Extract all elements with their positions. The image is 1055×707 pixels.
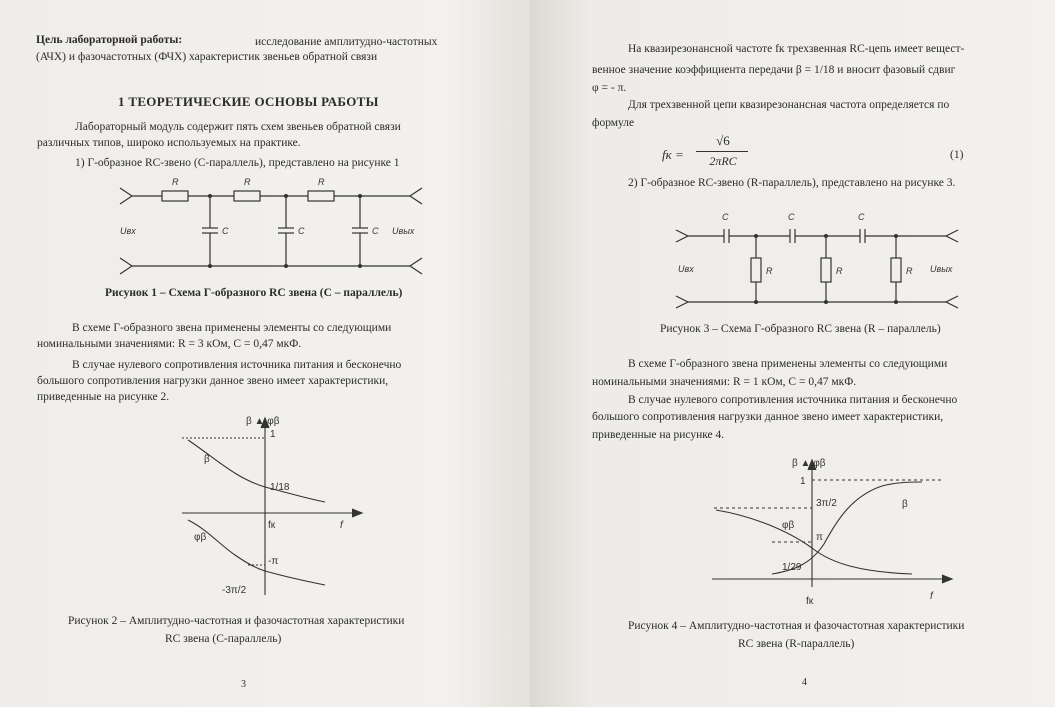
para3-line2: большого сопротивления нагрузки данное звено имеет характеристики, [37, 375, 389, 387]
p1-line2: венное значение коэффициента передачи β = 1/18 и вносит фазовый сдвиг [592, 64, 956, 76]
c3-label-r1: R [766, 266, 773, 276]
g2-fk: fк [268, 520, 276, 531]
c1-label-r3: R [318, 177, 325, 187]
c1-output-label: Uвых [392, 226, 415, 236]
aim-label: Цель лабораторной работы: [36, 34, 183, 46]
g4-beta: β [902, 499, 908, 510]
para1-line1: Лабораторный модуль содержит пять схем звеньев обратной связи [75, 121, 401, 133]
graph-fig4 [712, 452, 957, 612]
p4-line3: приведенные на рисунке 4. [592, 429, 725, 441]
g2-minus-pi: -π [268, 556, 279, 567]
fig2-caption-line1: Рисунок 2 – Амплитудно-частотная и фазочастотная характеристики [68, 615, 405, 627]
para3-line3: приведенные на рисунке 2. [37, 391, 170, 403]
g4-three-pi2: 3π/2 [816, 498, 837, 509]
fig3-caption: Рисунок 3 – Схема Г-образного RC звена (R – параллель) [660, 323, 941, 335]
formula-numerator: √6 [716, 133, 730, 148]
formula-lhs: fк = [662, 147, 684, 162]
graph-fig2 [180, 410, 370, 600]
aim-text-line2: (АЧХ) и фазочастотных (ФЧХ) характеристик звеньев обратной связи [36, 51, 378, 63]
fig2-caption-line2: RC звена (С-параллель) [165, 633, 282, 645]
para2-line2: номинальными значениями: R = 3 кОм, С = 0,47 мкФ. [37, 338, 302, 350]
p4-line1: В случае нулевого сопротивления источника питания и бесконечно [628, 394, 958, 406]
p3-line1: В схеме Г-образного звена применены элементы со следующими [628, 358, 948, 370]
fig4-caption-line1: Рисунок 4 – Амплитудно-частотная и фазочастотная характеристики [628, 620, 965, 632]
p2-line1: Для трехзвенной цепи квазирезонансная частота определяется по [628, 99, 950, 111]
p1-line3: φ = - π. [592, 82, 627, 94]
g4-pi: π [816, 532, 823, 543]
g4-one: 1 [800, 476, 806, 487]
g2-phi: φβ [194, 532, 207, 543]
item1-text: 1) Г-образное RC-звено (С-параллель), представлено на рисунке 1 [75, 157, 400, 169]
c3-label-c2: C [788, 212, 795, 222]
right-page [530, 0, 1055, 707]
g2-f: f [340, 520, 343, 531]
circuit-c-parallel [110, 172, 430, 277]
g4-y-axis: β ▲ φβ [792, 458, 826, 469]
c1-label-r1: R [172, 177, 179, 187]
fig4-caption-line2: RC звена (R-параллель) [738, 638, 855, 650]
circuit-r-parallel [668, 202, 968, 310]
p1-line1: На квазирезонансной частоте fк трехзвенная RC-цепь имеет вещест- [628, 43, 965, 55]
formula-bar [696, 151, 748, 152]
g2-y-axis: β ▲ φβ [246, 416, 280, 427]
c1-label-c3: C [372, 226, 379, 236]
c1-label-c1: C [222, 226, 229, 236]
c1-label-c2: C [298, 226, 305, 236]
para1-line2: различных типов, широко используемых на практике. [37, 137, 301, 149]
g2-minus-3pi2: -3π/2 [222, 585, 247, 596]
g2-one: 1 [270, 429, 276, 440]
section-title: 1 ТЕОРЕТИЧЕСКИЕ ОСНОВЫ РАБОТЫ [118, 94, 379, 109]
c3-label-c3: C [858, 212, 865, 222]
right-page-number: 4 [802, 677, 807, 688]
c3-input-label: Uвх [678, 264, 694, 274]
p3-line2: номинальными значениями: R = 1 кОм, С = 0,47 мкФ. [592, 376, 857, 388]
c3-output-label: Uвых [930, 264, 953, 274]
g4-f: f [930, 591, 933, 602]
item2-text: 2) Г-образное RC-звено (R-параллель), представлено на рисунке 3. [628, 177, 956, 189]
formula-denominator: 2πRC [709, 154, 737, 168]
formula-number: (1) [950, 149, 964, 161]
left-page-number: 3 [241, 679, 246, 690]
c1-input-label: Uвх [120, 226, 136, 236]
g2-f18: 1/18 [270, 482, 290, 493]
g4-fk: fк [806, 596, 814, 607]
para2-line1: В схеме Г-образного звена применены элементы со следующими [72, 322, 392, 334]
g4-f29: 1/29 [782, 562, 802, 573]
c1-label-r2: R [244, 177, 251, 187]
aim-text-line1: исследование амплитудно-частотных [255, 36, 438, 48]
p4-line2: большого сопротивления нагрузки данное звено имеет характеристики, [592, 411, 944, 423]
g4-phi: φβ [782, 520, 795, 531]
para3-line1: В случае нулевого сопротивления источника питания и бесконечно [72, 359, 402, 371]
c3-label-r3: R [906, 266, 913, 276]
c3-label-c1: C [722, 212, 729, 222]
c3-label-r2: R [836, 266, 843, 276]
p2-line2: формуле [592, 117, 635, 129]
g2-beta: β [204, 454, 210, 465]
fig1-caption: Рисунок 1 – Схема Г-образного RC звена (С – параллель) [105, 287, 403, 299]
